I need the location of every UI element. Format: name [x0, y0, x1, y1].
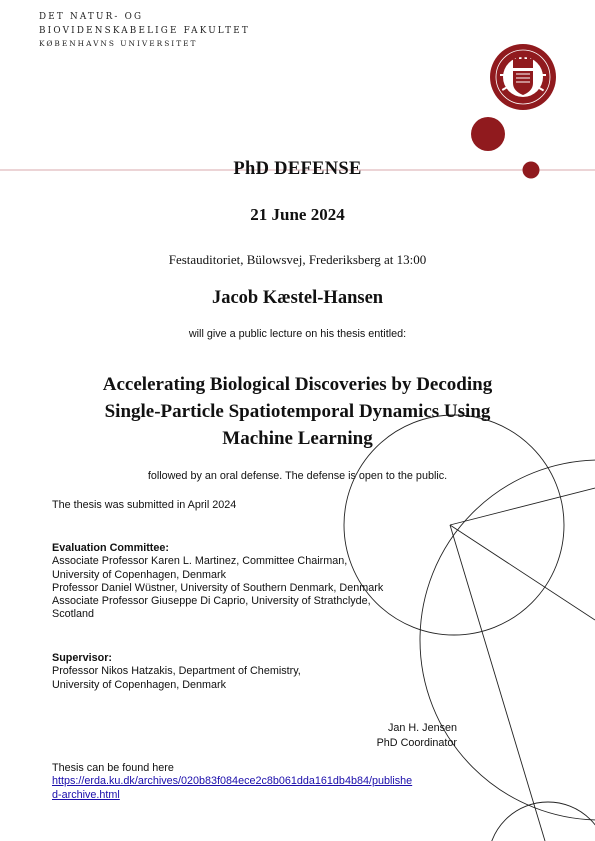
supervisor-heading: Supervisor: [52, 652, 112, 664]
thesis-title-line: Accelerating Biological Discoveries by Decoding [102, 374, 493, 395]
thesis-link[interactable] [52, 775, 412, 800]
thesis-link-line-2[interactable]: d-archive.html [52, 788, 120, 801]
submission-info: The thesis was submitted in April 2024 [52, 499, 237, 511]
evaluation-committee [52, 542, 383, 622]
orbit-circle-large [420, 460, 595, 820]
faculty-line-2: BIOVIDENSKABELIGE FAKULTET [39, 25, 250, 36]
orbit-line-1 [450, 488, 595, 525]
committee-line: Associate Professor Giuseppe Di Caprio, University of Strathclyde, [52, 595, 371, 608]
page-title: PhD DEFENSE [233, 159, 362, 179]
large-red-dot [471, 117, 505, 151]
defense-note: followed by an oral defense. The defense is open to the public. [147, 470, 448, 482]
coordinator-name: Jan H. Jensen [387, 722, 457, 734]
university-name: KØBENHAVNS UNIVERSITET [39, 39, 198, 48]
university-seal-icon [490, 44, 556, 110]
committee-line: Professor Daniel Wüstner, University of Southern Denmark, Denmark [52, 581, 384, 594]
faculty-header [39, 11, 250, 49]
candidate-name: Jacob Kæstel-Hansen [211, 288, 384, 308]
supervisor-section [52, 652, 301, 692]
coordinator-signature [366, 721, 457, 750]
thesis-title-line: Single-Particle Spatiotemporal Dynamics Using [104, 401, 491, 422]
committee-line: University of Copenhagen, Denmark [52, 568, 227, 581]
supervisor-line: University of Copenhagen, Denmark [52, 678, 227, 691]
coordinator-role: PhD Coordinator [376, 736, 457, 749]
defense-venue: Festauditoriet, Bülowsvej, Frederiksberg at 13:00 [168, 252, 427, 267]
thesis-link-line-1[interactable]: https://erda.ku.dk/archives/020b83f084ece2c8b061dda161db4b84/publishe [52, 775, 413, 788]
committee-line: Associate Professor Karen L. Martinez, Committee Chairman, [52, 555, 348, 568]
lecture-intro: will give a public lecture on his thesis entitled: [188, 328, 407, 340]
orbit-line-3 [450, 525, 545, 841]
supervisor-line: Professor Nikos Hatzakis, Department of Chemistry, [52, 665, 301, 678]
committee-line: Scotland [52, 608, 95, 621]
thesis-link-label: Thesis can be found here [52, 762, 174, 774]
thesis-title [0, 371, 595, 452]
orbit-circle-lower [488, 802, 595, 841]
defense-date: 21 June 2024 [250, 205, 345, 224]
faculty-line-1: DET NATUR- OG [39, 12, 144, 22]
orbit-line-2 [450, 525, 595, 620]
thesis-title-line: Machine Learning [222, 428, 373, 449]
committee-heading: Evaluation Committee: [52, 542, 169, 554]
thesis-link-section [52, 762, 412, 802]
